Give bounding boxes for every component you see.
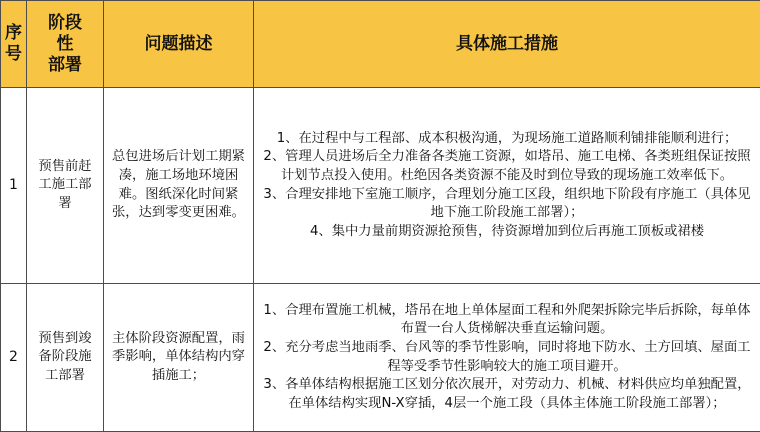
header-phase-line: 性 (27, 34, 103, 55)
header-seq-line: 序 (1, 23, 26, 44)
measure-item: 3、合理安排地下室施工顺序，合理划分施工区段，组织地下阶段有序施工（具体见地下施工阶段施工部署）； (260, 186, 754, 223)
row-issue: 主体阶段资源配置，雨季影响，单体结构内穿插施工； (104, 284, 254, 432)
row-seq: 1 (1, 88, 27, 284)
row-issue: 总包进场后计划工期紧凑，施工场地环境困难。图纸深化时间紧张，达到零变更困难。 (104, 88, 254, 284)
header-seq (1, 1, 27, 88)
table-row (1, 88, 760, 284)
row-phase: 预售前赶工施工部署 (27, 88, 104, 284)
measure-item: 1、合理布置施工机械，塔吊在地上单体屋面工程和外爬架拆除完毕后拆除，每单体布置一台人货梯解决垂直运输问题。 (260, 302, 754, 339)
header-issue: 问题描述 (104, 1, 254, 88)
measure-item: 3、各单体结构根据施工区划分依次展开，对劳动力、机械、材料供应均单独配置，在单体结构实现N-X穿插，4层一个施工段（具体主体施工阶段施工部署）； (260, 376, 754, 413)
measure-item: 2、充分考虑当地雨季、台风等的季节性影响，同时将地下防水、土方回填、屋面工程等受季节性影响较大的施工项目避开。 (260, 339, 754, 376)
table-row (1, 284, 760, 432)
row-measures (254, 88, 760, 284)
row-seq: 2 (1, 284, 27, 432)
row-phase: 预售到竣备阶段施工部署 (27, 284, 104, 432)
header-seq-line: 号 (1, 44, 26, 65)
header-phase-line: 部署 (27, 55, 103, 76)
measure-item: 4、集中力量前期资源抢预售，待资源增加到位后再施工顶板或裙楼 (260, 223, 754, 242)
measure-item: 2、管理人员进场后全力准备各类施工资源，如塔吊、施工电梯、各类班组保证按照计划节点投入使用。杜绝因各类资源不能及时到位导致的现场施工效率低下。 (260, 148, 754, 185)
header-phase (27, 1, 104, 88)
header-phase-line: 阶段 (27, 13, 103, 34)
measure-item: 1、在过程中与工程部、成本积极沟通，为现场施工道路顺利铺排能顺利进行； (260, 130, 754, 149)
header-row (1, 1, 760, 88)
row-measures (254, 284, 760, 432)
header-measures: 具体施工措施 (254, 1, 760, 88)
